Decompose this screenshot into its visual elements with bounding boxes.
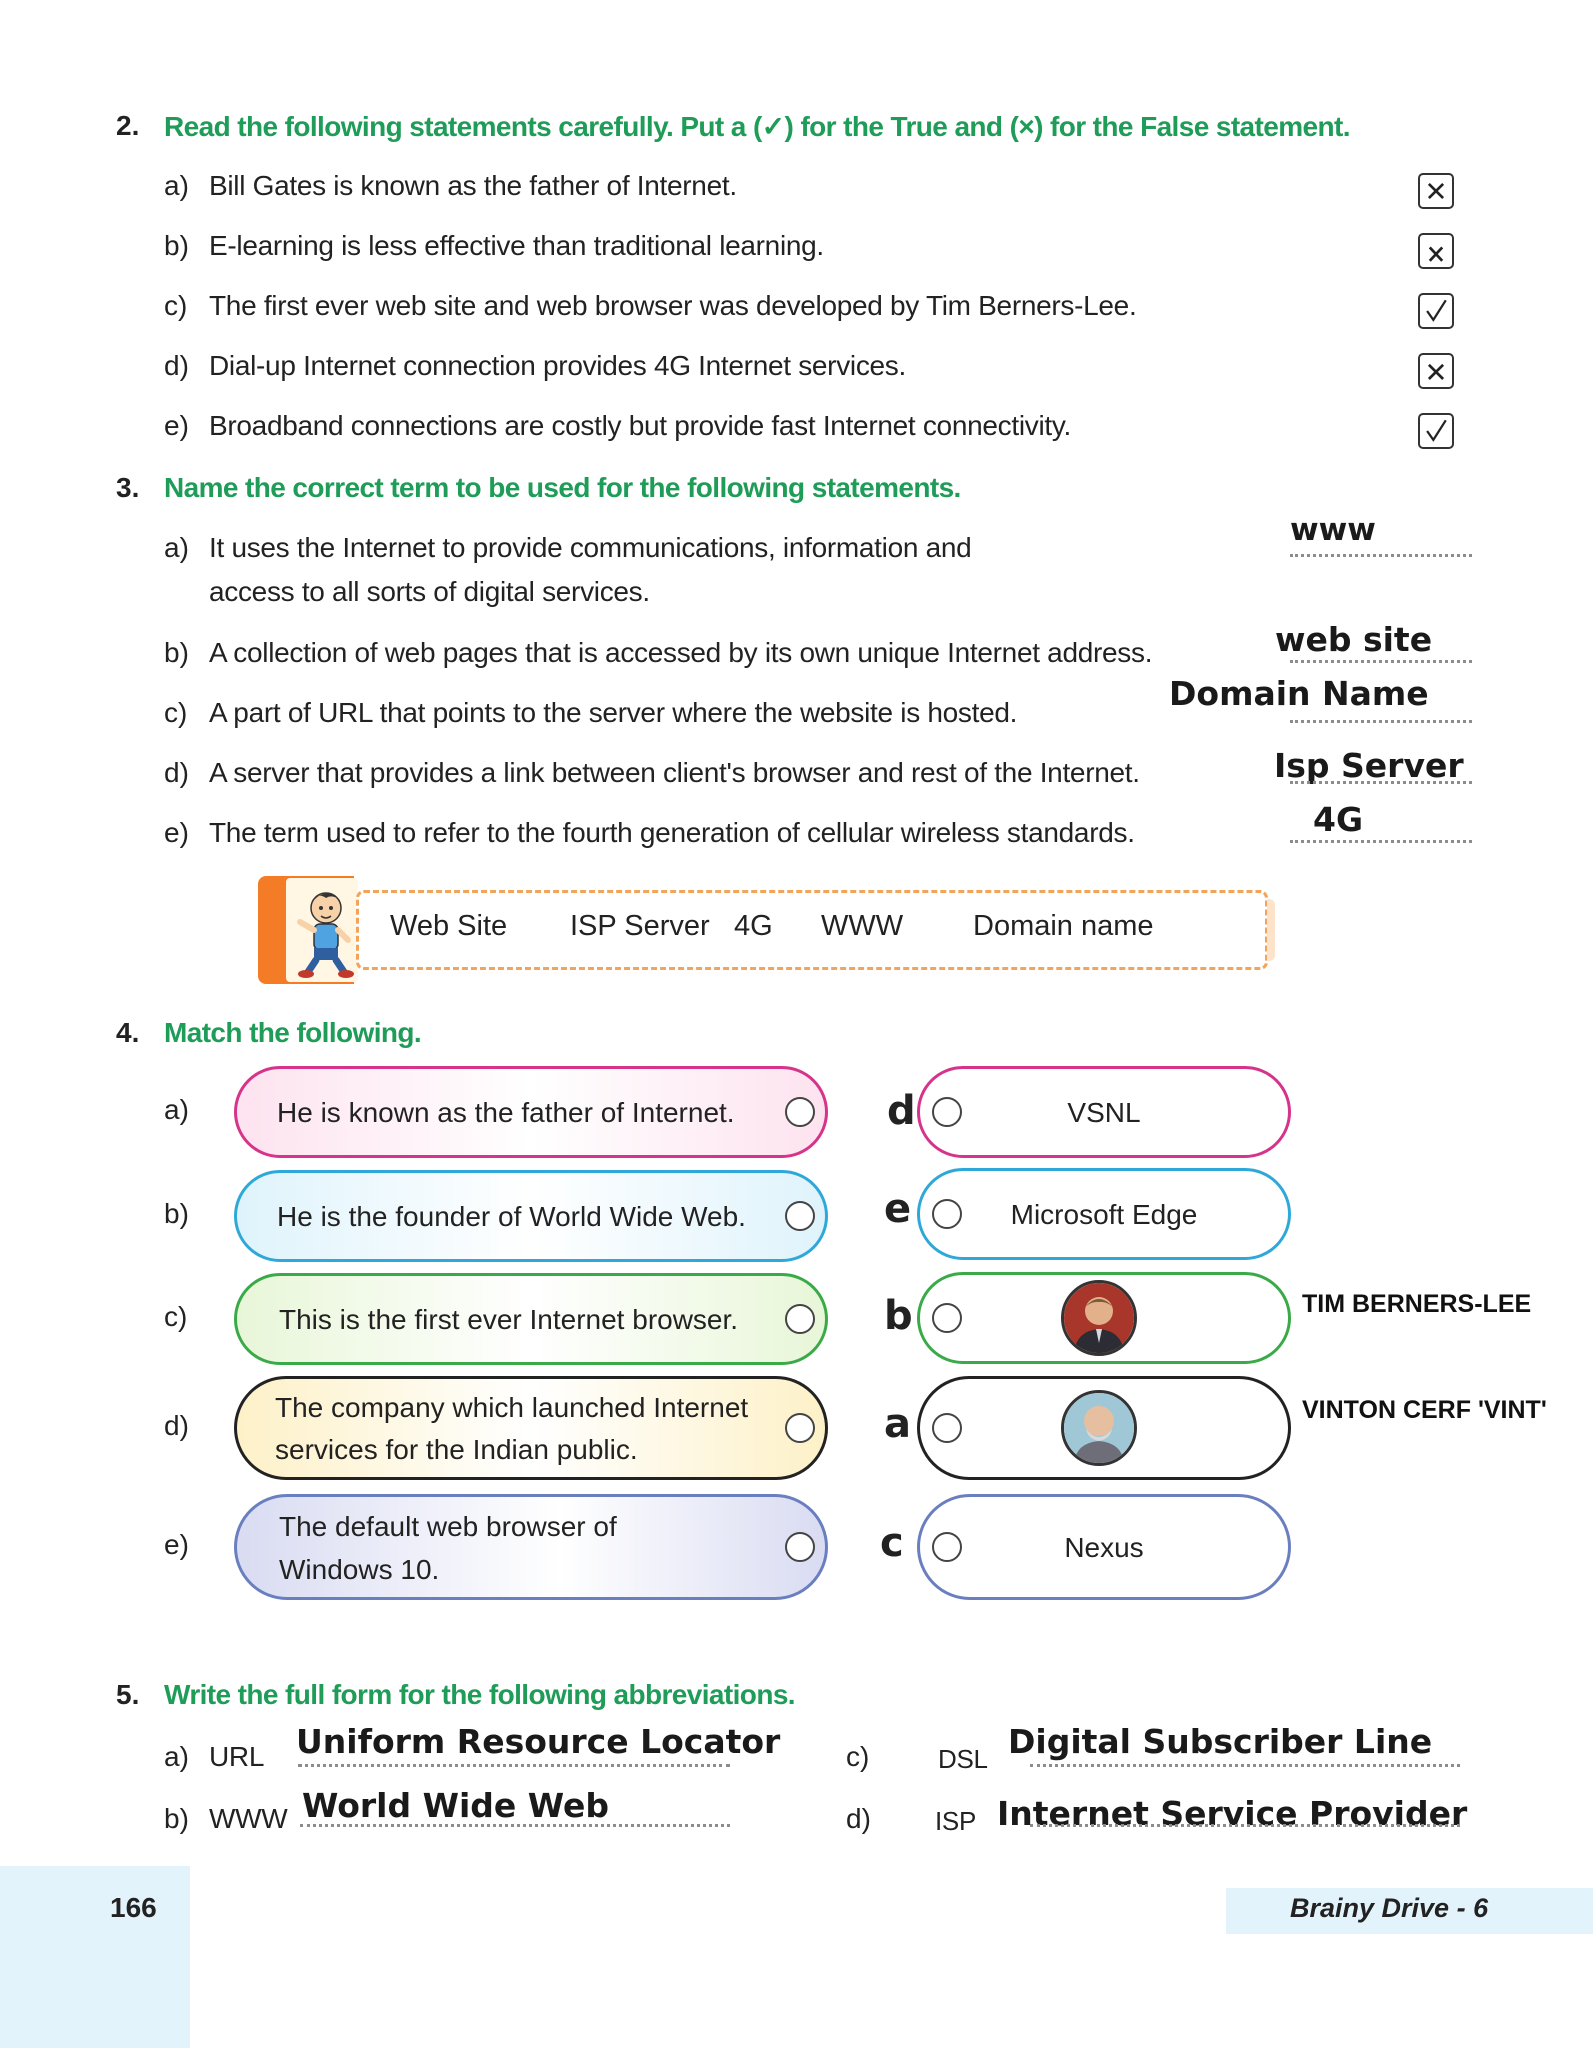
boy-mascot-icon — [286, 878, 358, 982]
q2-e-checkbox[interactable] — [1418, 413, 1454, 449]
q3-c-text: A part of URL that points to the server where the website is hosted. — [209, 697, 1018, 728]
q5-number: 5. — [116, 1679, 140, 1710]
q2-a-checkbox[interactable] — [1418, 173, 1454, 209]
q4-right-1-pill — [917, 1066, 1291, 1158]
q4-right-5-text: Nexus — [1064, 1532, 1144, 1563]
help-word-5: Domain name — [973, 910, 1154, 942]
q2-b-checkbox[interactable] — [1418, 233, 1454, 269]
q3-b-answer-line — [1290, 660, 1472, 663]
q5-c-letter: c) — [846, 1741, 870, 1772]
q5-d-abbr: ISP — [935, 1806, 977, 1836]
q3-a-letter: a) — [164, 532, 189, 563]
q2-b-letter: b) — [164, 230, 189, 261]
q3-b-text: A collection of web pages that is accessed by its own unique Internet address. — [209, 637, 1153, 668]
q4-a-letter: a) — [164, 1094, 189, 1125]
q5-d-answer-line — [1030, 1824, 1460, 1827]
q2-e-letter: e) — [164, 410, 189, 441]
q4-d-left-circle[interactable] — [785, 1413, 815, 1443]
q3-d-text: A server that provides a link between client's browser and rest of the Internet. — [209, 757, 1140, 788]
q4-number: 4. — [116, 1017, 140, 1048]
person-photo-icon — [1064, 1283, 1134, 1353]
vinton-cerf-photo — [1061, 1390, 1137, 1466]
q3-a-text-line2: access to all sorts of digital services. — [209, 576, 650, 607]
person-photo-icon — [1064, 1393, 1134, 1463]
footer-page-tab — [0, 1866, 190, 2048]
q2-d-letter: d) — [164, 350, 189, 381]
q4-right-2-text: Microsoft Edge — [1010, 1199, 1198, 1230]
q2-c-checkbox[interactable] — [1418, 293, 1454, 329]
q3-b-answer[interactable]: web site — [1275, 620, 1433, 659]
q4-c-answer[interactable]: b — [884, 1293, 913, 1339]
q2-d-text: Dial-up Internet connection provides 4G Internet services. — [209, 350, 906, 381]
help-word-3: 4G — [734, 910, 773, 942]
help-box-mascot — [286, 878, 358, 982]
q3-e-letter: e) — [164, 817, 189, 848]
q4-right-4-caption: VINTON CERF 'VINT' — [1302, 1396, 1547, 1424]
help-word-2: ISP Server — [570, 910, 710, 942]
q4-c-left-text: This is the first ever Internet browser. — [279, 1304, 739, 1335]
q5-d-answer[interactable]: Internet Service Provider — [997, 1794, 1468, 1833]
cross-icon — [1420, 235, 1452, 267]
q5-b-answer-line — [300, 1824, 730, 1827]
q4-b-left-pill — [234, 1170, 828, 1262]
q3-d-answer-line — [1290, 781, 1472, 784]
q4-e-left-circle[interactable] — [785, 1532, 815, 1562]
q4-d-left-text: The company which launched Internet — [275, 1392, 749, 1423]
q4-e-answer[interactable]: c — [880, 1520, 904, 1566]
q3-e-answer[interactable]: 4G — [1313, 800, 1364, 839]
q2-d-checkbox[interactable] — [1418, 353, 1454, 389]
page-number: 166 — [110, 1892, 157, 1923]
q4-c-letter: c) — [164, 1301, 188, 1332]
q4-a-left-circle[interactable] — [785, 1097, 815, 1127]
q4-b-left-text: He is the founder of World Wide Web. — [277, 1201, 746, 1232]
q5-a-letter: a) — [164, 1741, 189, 1772]
q4-a-answer[interactable]: d — [887, 1088, 916, 1134]
q4-right-1-text: VSNL — [1067, 1097, 1141, 1128]
q4-right-3-caption: TIM BERNERS-LEE — [1302, 1290, 1532, 1318]
q4-right-5-pill — [917, 1494, 1291, 1600]
q4-d-left-text-line2: services for the Indian public. — [275, 1434, 638, 1465]
q2-a-text: Bill Gates is known as the father of Internet. — [209, 170, 737, 201]
q4-d-left-pill — [234, 1376, 828, 1480]
q5-a-abbr: URL — [209, 1741, 265, 1772]
q2-e-text: Broadband connections are costly but provide fast Internet connectivity. — [209, 410, 1071, 441]
check-icon — [1420, 295, 1452, 327]
help-word-4: WWW — [821, 910, 904, 942]
check-icon — [1420, 415, 1452, 447]
q3-d-letter: d) — [164, 757, 189, 788]
q4-b-answer[interactable]: e — [884, 1186, 912, 1232]
q4-right-4-pill — [917, 1376, 1291, 1480]
q2-b-text: E-learning is less effective than traditional learning. — [209, 230, 824, 261]
q5-c-abbr: DSL — [938, 1744, 988, 1774]
q4-heading: Match the following. — [164, 1017, 422, 1048]
q4-c-left-circle[interactable] — [785, 1304, 815, 1334]
q4-b-left-circle[interactable] — [785, 1201, 815, 1231]
q3-e-text: The term used to refer to the fourth generation of cellular wireless standards. — [209, 817, 1135, 848]
q3-a-answer-line — [1290, 554, 1472, 557]
help-word-1: Web Site — [390, 910, 508, 942]
q3-c-answer-line — [1290, 720, 1472, 723]
q4-e-left-text-line2: Windows 10. — [279, 1554, 440, 1585]
q3-b-letter: b) — [164, 637, 189, 668]
q3-e-answer-line — [1290, 840, 1472, 843]
q2-a-letter: a) — [164, 170, 189, 201]
q5-c-answer-line — [1030, 1764, 1460, 1767]
q4-right-4-circle[interactable] — [932, 1413, 962, 1443]
q5-d-letter: d) — [846, 1803, 871, 1834]
q4-a-left-pill — [234, 1066, 828, 1158]
q2-c-text: The first ever web site and web browser was developed by Tim Berners-Lee. — [209, 290, 1137, 321]
q4-right-2-pill — [917, 1168, 1291, 1260]
q5-c-answer[interactable]: Digital Subscriber Line — [1008, 1722, 1433, 1761]
cross-icon — [1420, 355, 1452, 387]
cross-icon — [1420, 175, 1452, 207]
q4-right-3-pill — [917, 1272, 1291, 1364]
q3-c-letter: c) — [164, 697, 188, 728]
q4-c-left-pill — [234, 1273, 828, 1365]
q4-d-letter: d) — [164, 1410, 189, 1441]
q4-e-letter: e) — [164, 1529, 189, 1560]
q4-d-answer[interactable]: a — [884, 1401, 911, 1447]
q4-b-letter: b) — [164, 1198, 189, 1229]
q5-b-letter: b) — [164, 1803, 189, 1834]
q3-c-answer[interactable]: Domain Name — [1169, 674, 1429, 713]
q5-b-answer[interactable]: World Wide Web — [302, 1786, 610, 1825]
q3-a-text: It uses the Internet to provide communications, information and — [209, 532, 972, 563]
q3-a-answer[interactable]: www — [1290, 512, 1376, 548]
book-title: Brainy Drive - 6 — [1290, 1893, 1489, 1923]
q4-a-left-text: He is known as the father of Internet. — [277, 1097, 735, 1128]
q5-b-abbr: WWW — [209, 1803, 288, 1834]
q2-c-letter: c) — [164, 290, 188, 321]
q4-e-left-pill — [234, 1494, 828, 1600]
q3-d-answer[interactable]: Isp Server — [1274, 746, 1464, 785]
q4-e-left-text: The default web browser of — [279, 1511, 617, 1542]
q5-a-answer[interactable]: Uniform Resource Locator — [296, 1722, 781, 1761]
q2-heading: Read the following statements carefully. Put a (✓) for the True and (×) for the False statement. — [164, 111, 1350, 142]
tim-berners-lee-photo — [1061, 1280, 1137, 1356]
q3-number: 3. — [116, 472, 140, 503]
q5-heading: Write the full form for the following abbreviations. — [164, 1679, 795, 1710]
q2-number: 2. — [116, 110, 140, 141]
q4-right-3-circle[interactable] — [932, 1303, 962, 1333]
q3-heading: Name the correct term to be used for the following statements. — [164, 472, 961, 503]
q5-a-answer-line — [298, 1764, 730, 1767]
